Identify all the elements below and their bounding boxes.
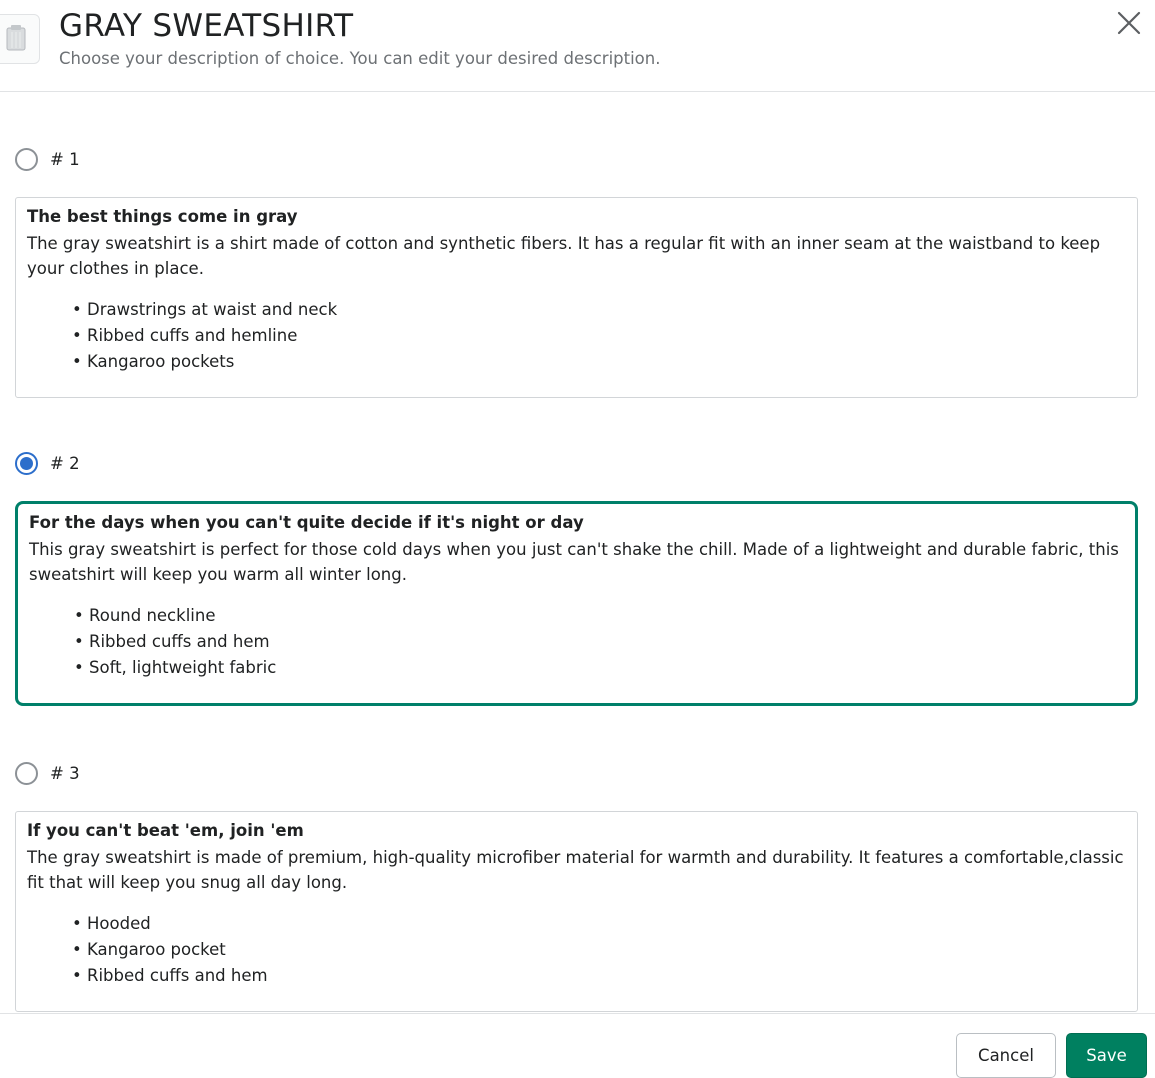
option-2-description-editor[interactable] — [15, 501, 1138, 706]
option-1-label: # 1 — [50, 149, 80, 169]
list-item: • Hooded — [87, 911, 1126, 937]
option-3-header — [15, 760, 80, 786]
cancel-button[interactable]: Cancel — [956, 1033, 1056, 1078]
option-3-radio[interactable] — [15, 762, 38, 785]
option-2-radio[interactable] — [15, 452, 38, 475]
option-3-label: # 3 — [50, 763, 80, 783]
product-thumbnail — [0, 14, 40, 64]
option-2-bullets — [29, 603, 1124, 681]
option-2-label: # 2 — [50, 453, 80, 473]
modal-footer — [0, 1013, 1155, 1078]
list-item: • Soft, lightweight fabric — [89, 655, 1124, 681]
sweatshirt-thumbnail-icon — [3, 22, 29, 56]
option-1-heading: The best things come in gray — [27, 207, 298, 226]
list-item: • Ribbed cuffs and hemline — [87, 323, 1126, 349]
option-3-body: The gray sweatshirt is made of premium, high-quality microfiber material for warmth and durability. It features a comfortable,classic fit that will keep you snug all day long. — [27, 848, 1124, 892]
save-button[interactable]: Save — [1066, 1033, 1147, 1078]
option-1-radio[interactable] — [15, 148, 38, 171]
close-icon[interactable] — [1117, 11, 1141, 39]
close-button[interactable] — [1113, 9, 1145, 41]
option-1-bullets — [27, 297, 1126, 375]
list-item: • Ribbed cuffs and hem — [87, 963, 1126, 989]
modal-title: GRAY SWEATSHIRT — [59, 8, 354, 44]
modal-subtitle: Choose your description of choice. You can edit your desired description. — [59, 49, 661, 68]
option-2-heading: For the days when you can't quite decide if it's night or day — [29, 513, 584, 532]
option-3-description-editor[interactable] — [15, 811, 1138, 1012]
list-item: • Ribbed cuffs and hem — [89, 629, 1124, 655]
option-1-body: The gray sweatshirt is a shirt made of cotton and synthetic fibers. It has a regular fit with an inner seam at the waistband to keep your clothes in place. — [27, 234, 1101, 278]
option-2-body: This gray sweatshirt is perfect for those cold days when you just can't shake the chill. Made of a lightweight and durable fabric, this sweatshirt will keep you warm all winter long. — [29, 540, 1119, 584]
list-item: • Kangaroo pockets — [87, 349, 1126, 375]
modal-header — [0, 0, 1155, 92]
option-1-description-editor[interactable] — [15, 197, 1138, 398]
list-item: • Kangaroo pocket — [87, 937, 1126, 963]
option-3-bullets — [27, 911, 1126, 989]
list-item: • Drawstrings at waist and neck — [87, 297, 1126, 323]
list-item: • Round neckline — [89, 603, 1124, 629]
option-1-header — [15, 146, 80, 172]
option-3-heading: If you can't beat 'em, join 'em — [27, 821, 304, 840]
option-2-header — [15, 450, 80, 476]
